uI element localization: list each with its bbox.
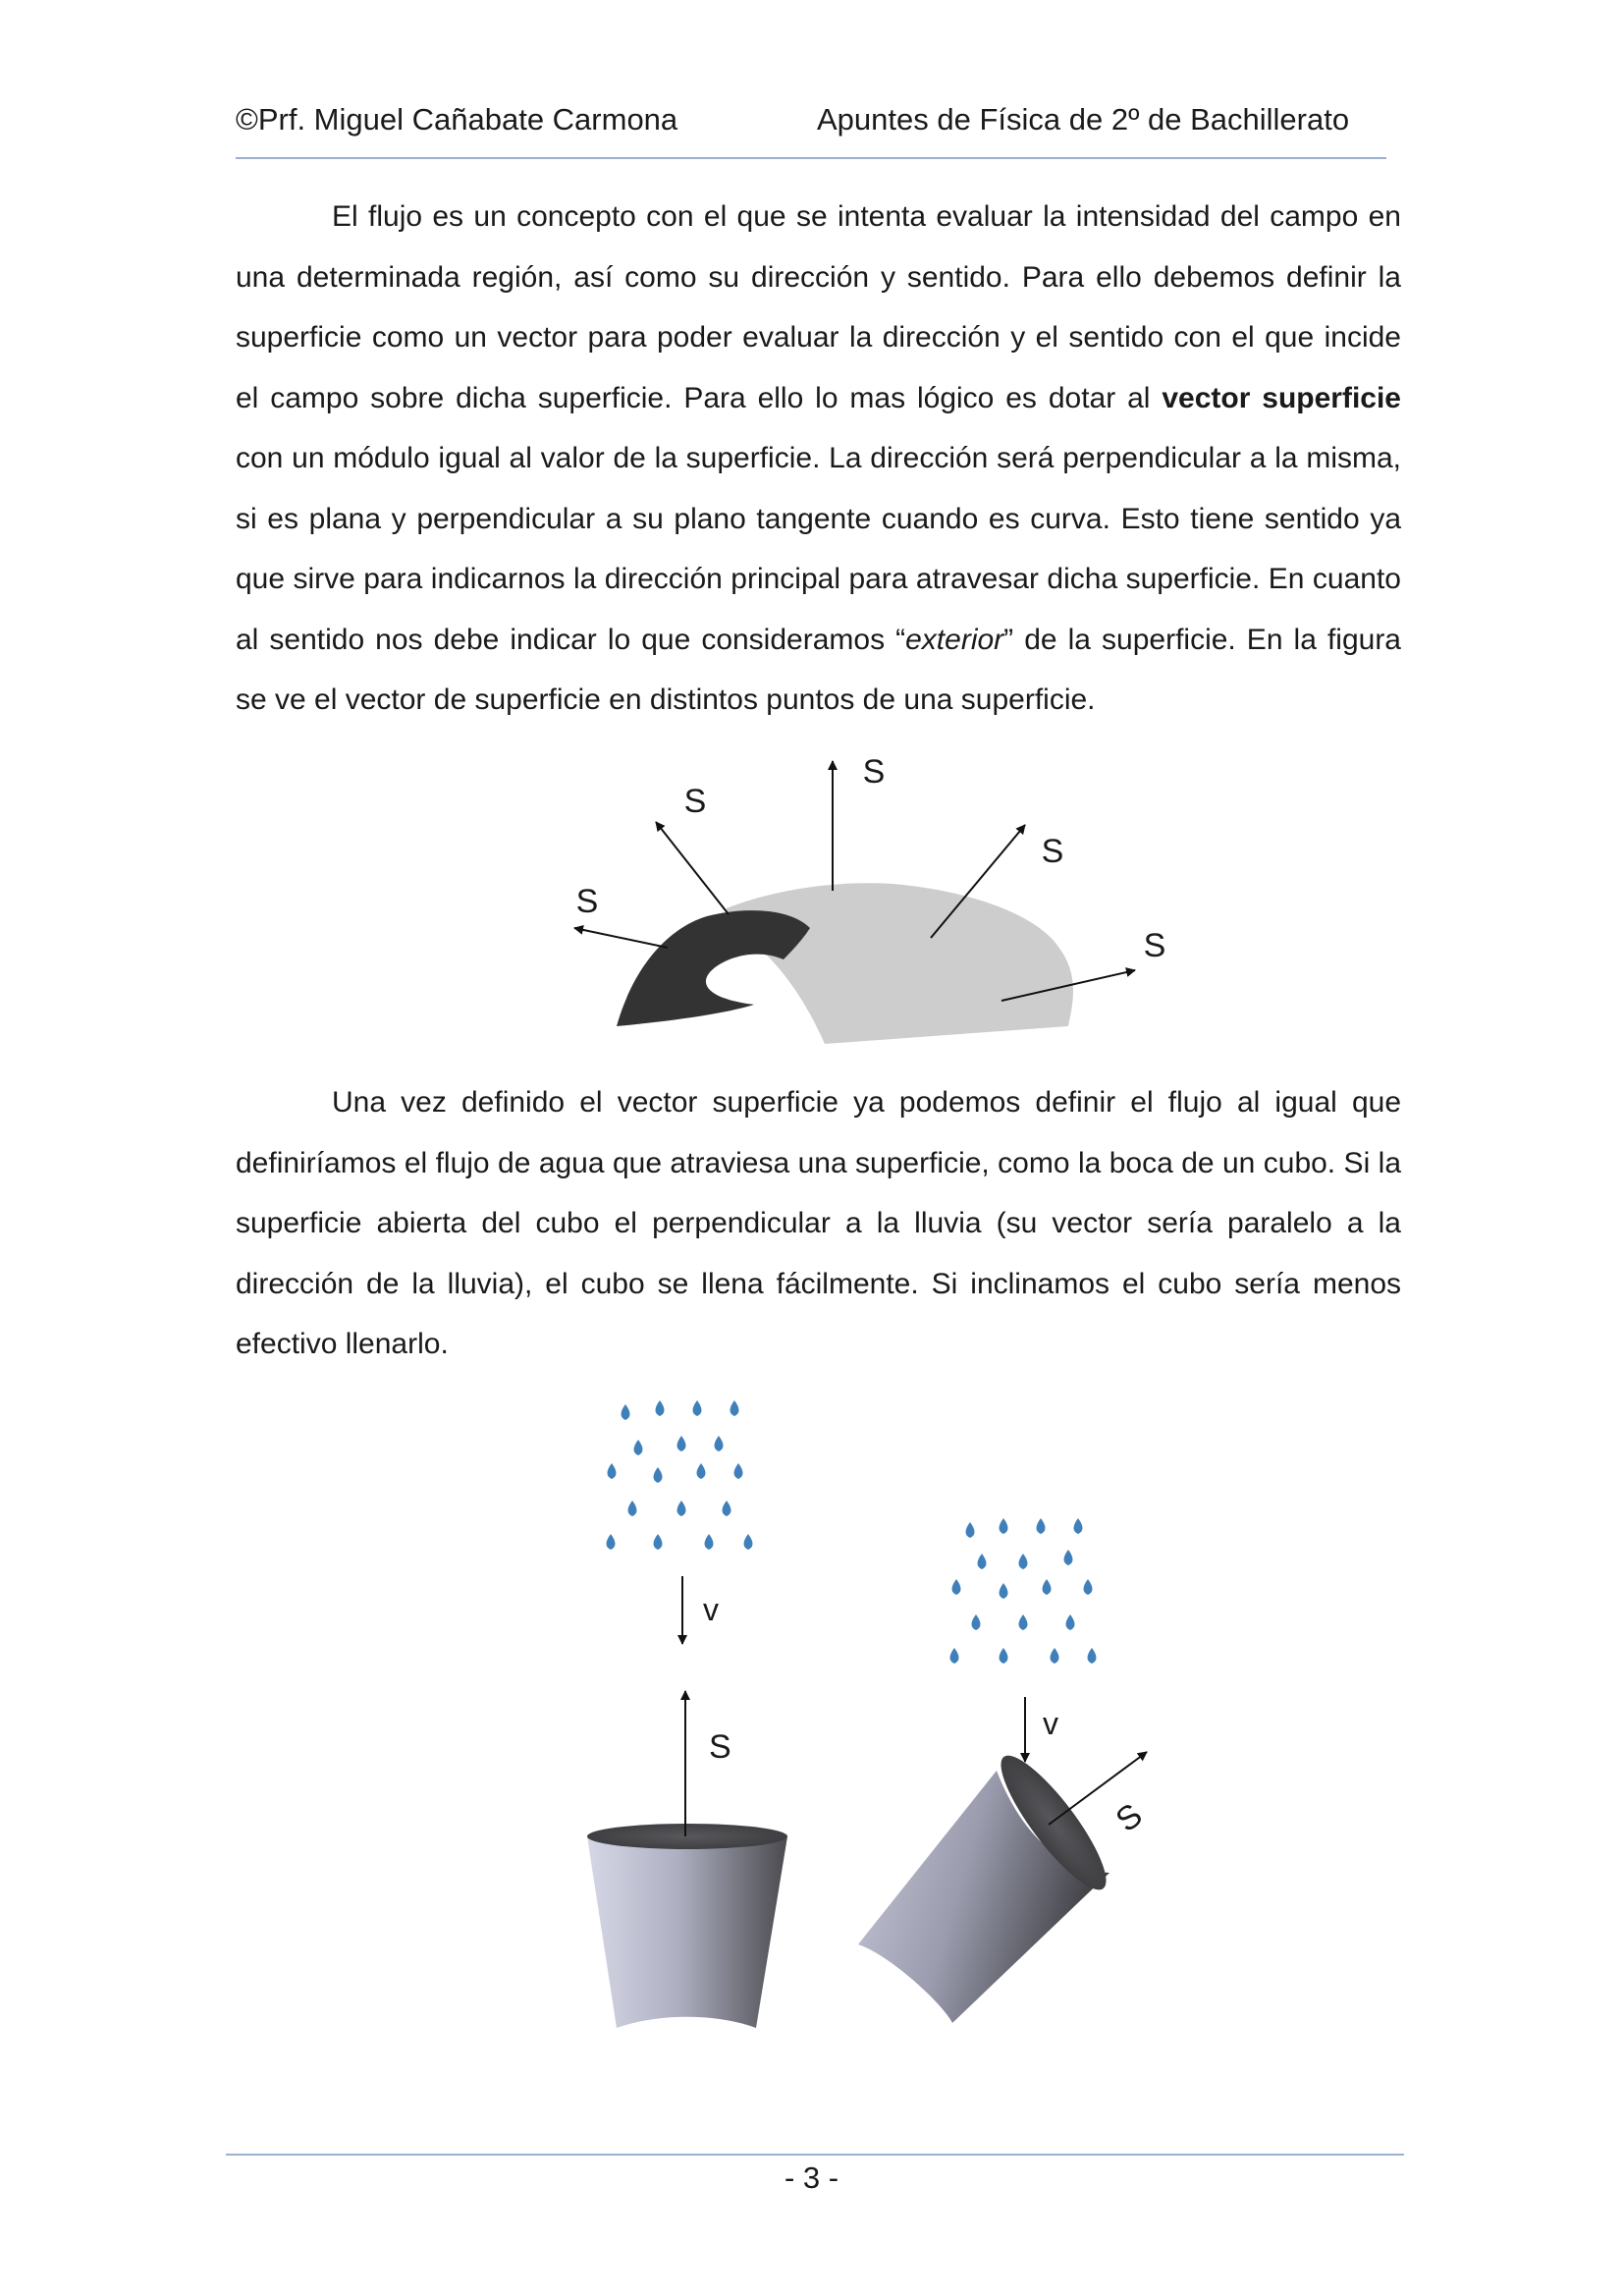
paragraph1-text-c: ” de la superficie. En la figura se ve el vector de superficie en distintos puntos de una superficie.	[236, 623, 1401, 716]
label-s-tilted: S	[1109, 1796, 1150, 1840]
drop	[677, 1501, 686, 1516]
drop	[966, 1522, 975, 1538]
drop	[972, 1614, 981, 1630]
drop	[715, 1436, 724, 1451]
drop	[1064, 1550, 1073, 1565]
header-subject: Apuntes de Física de 2º de Bachillerato	[817, 102, 1350, 137]
drop	[1000, 1583, 1008, 1599]
drop	[607, 1534, 616, 1550]
drop	[705, 1534, 714, 1550]
paragraph1-bold-term: vector superficie	[1162, 381, 1401, 414]
drop	[628, 1501, 637, 1516]
drop	[1019, 1554, 1028, 1569]
surface-light-face	[727, 883, 1073, 1044]
paragraph1-text-a: El flujo es un concepto con el que se intenta evaluar la intensidad del campo en una determinada región, así como su dirección y sentido. Para ello debemos definir la superficie como un vector para poder evaluar la dirección y el sentido con el que incide el campo sobre dicha superficie. Para ello lo mas lógico es dotar al	[236, 200, 1401, 414]
drop	[656, 1400, 665, 1416]
drop	[744, 1534, 753, 1550]
drop	[1043, 1579, 1052, 1595]
bucket-upright-rim	[587, 1824, 787, 1849]
drop	[1000, 1648, 1008, 1664]
drop	[1088, 1648, 1097, 1664]
drop	[1000, 1518, 1008, 1534]
drop	[1019, 1614, 1028, 1630]
drop	[1084, 1579, 1093, 1595]
label-s-upright: S	[709, 1728, 731, 1766]
page-number: - 3 -	[784, 2160, 839, 2195]
drop	[952, 1579, 961, 1595]
drop	[608, 1463, 617, 1479]
drop	[634, 1440, 643, 1455]
drop	[697, 1463, 706, 1479]
drop	[1037, 1518, 1046, 1534]
bucket-upright-body	[587, 1836, 787, 2028]
vector-left	[574, 928, 668, 948]
label-v-right: v	[1043, 1706, 1058, 1741]
bucket-tilted	[858, 1744, 1120, 2023]
drop	[1066, 1614, 1075, 1630]
drop	[734, 1463, 743, 1479]
label-s-upper-left: S	[683, 783, 707, 820]
rain-buckets-figure	[579, 1385, 1188, 2043]
drop	[730, 1400, 739, 1416]
drop	[1051, 1648, 1059, 1664]
paragraph1-text-b: con un módulo igual al valor de la superficie. La dirección será perpendicular a la misma, si es plana y perpendicular a su plano tangente cuando es curva. Esto tiene sentido ya que sirve para indicarnos la dirección principal para atravesar dicha superficie. En cuanto al sentido nos debe indicar lo que consideramos “	[236, 442, 1401, 656]
surface-vectors-figure	[550, 741, 1198, 1066]
drop	[622, 1404, 630, 1420]
header-divider	[236, 157, 1386, 159]
drop	[693, 1400, 702, 1416]
drop	[1074, 1518, 1083, 1534]
label-s-top: S	[862, 753, 886, 791]
label-s-upper-right: S	[1041, 833, 1064, 870]
header-author: ©Prf. Miguel Cañabate Carmona	[236, 102, 678, 137]
drop	[950, 1648, 959, 1664]
label-s-left: S	[575, 883, 599, 920]
paragraph-flux-bucket	[236, 1072, 1401, 1375]
footer-divider	[226, 2154, 1404, 2156]
paragraph2-text: Una vez definido el vector superficie ya podemos definir el flujo al igual que definiríamos el flujo de agua que atraviesa una superficie, como la boca de un cubo. Si la superficie abierta del cubo el perpendicular a la lluvia (su vector sería paralelo a la dirección de la lluvia), el cubo se llena fácilmente. Si inclinamos el cubo sería menos efectivo llenarlo.	[236, 1086, 1401, 1360]
drop	[677, 1436, 686, 1451]
label-s-right: S	[1143, 927, 1166, 964]
paragraph-surface-vector	[236, 187, 1401, 731]
bucket-upright	[587, 1824, 787, 2028]
drop	[978, 1554, 987, 1569]
label-v-left: v	[703, 1592, 719, 1627]
drop	[723, 1501, 731, 1516]
vector-upper-left	[656, 822, 729, 914]
rain-drops-left	[607, 1400, 753, 1550]
paragraph1-italic-term: exterior	[905, 623, 1004, 656]
rain-drops-right	[950, 1518, 1097, 1664]
drop	[654, 1467, 663, 1483]
drop	[654, 1534, 663, 1550]
